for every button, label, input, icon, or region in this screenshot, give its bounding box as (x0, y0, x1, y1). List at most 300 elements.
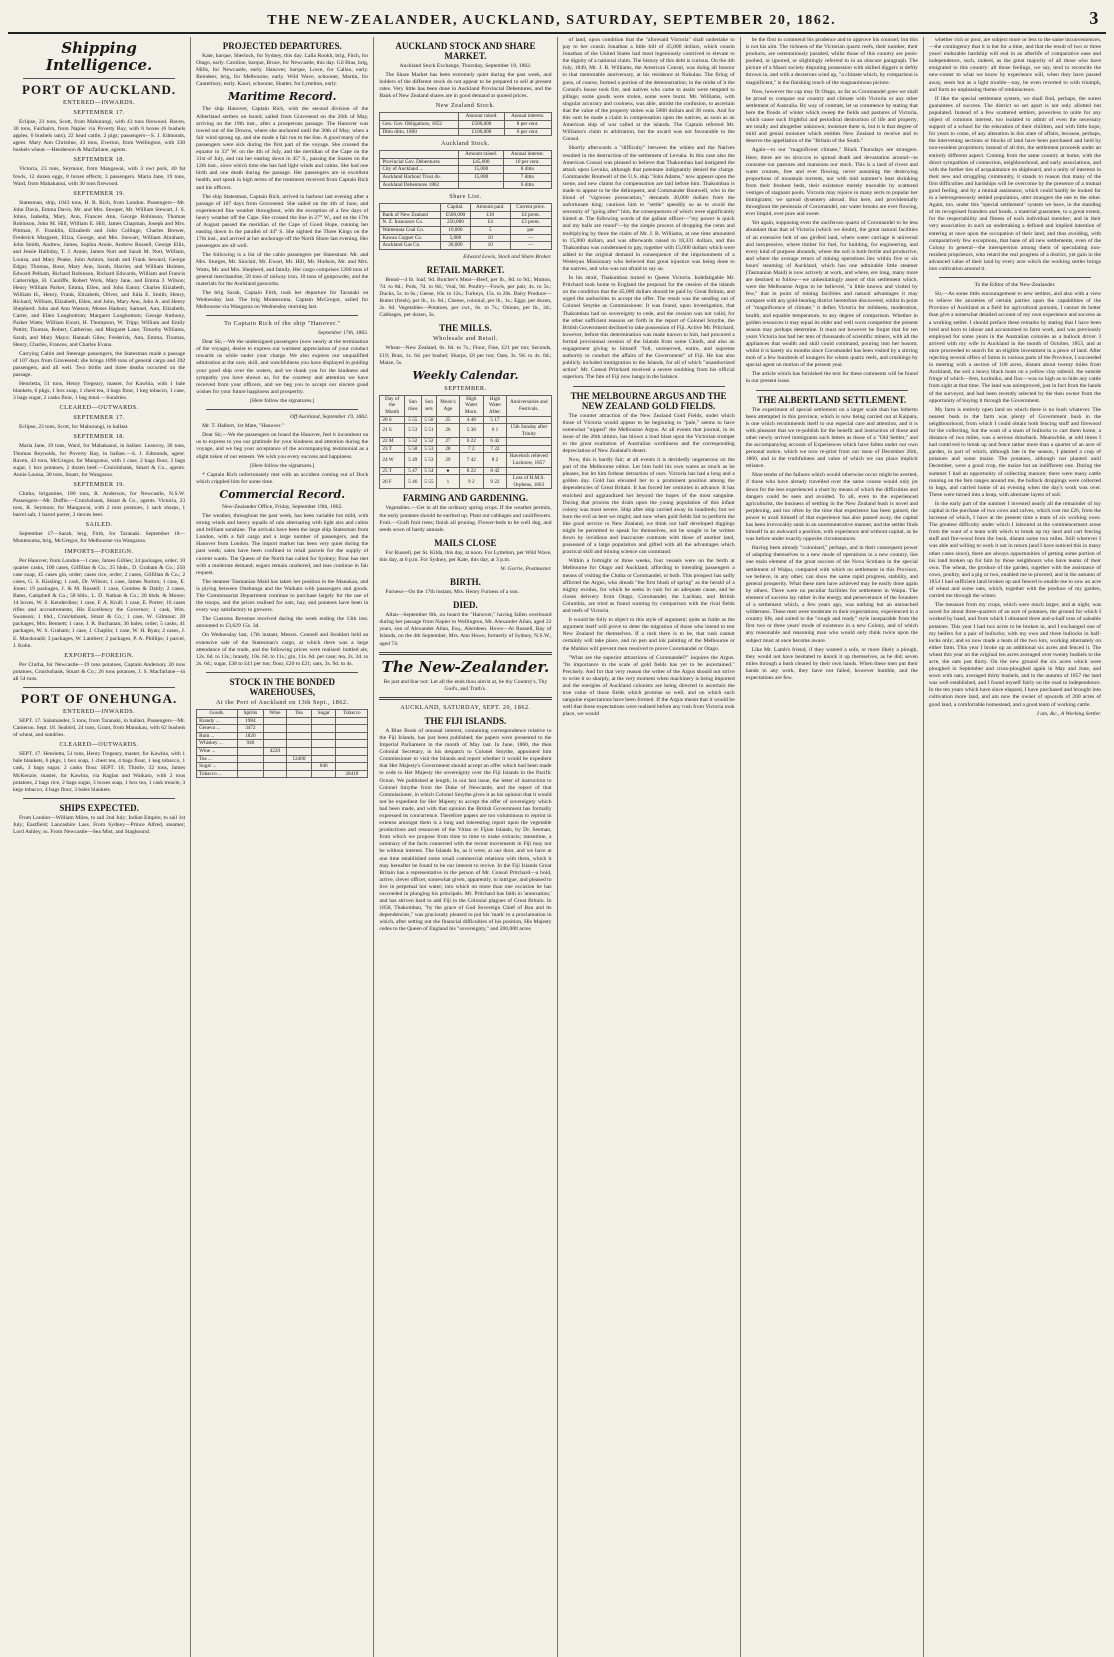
stock-market-heading: AUCKLAND STOCK AND SHARE MARKET. (395, 41, 536, 61)
table-header-cell (380, 151, 458, 159)
table-cell: 5 54 (421, 467, 436, 475)
letter-heading: To Captain Rich of the ship "Hanover." (224, 320, 341, 328)
table-row (197, 732, 368, 740)
table-cell: 5,000 (441, 234, 470, 242)
table-cell (312, 717, 336, 725)
paragraph: The Share Market has been extremely quiet during the past week, and holders of the different stock do not appear to be prepared to sell at present rates. Very little has been done in Auckland Provincial Debentures, and the Bank of New Zealand shares are in good demand at quoted prices. (379, 72, 552, 100)
table-cell: Gen. Gov. Obligations, 1852 (380, 121, 459, 129)
table-cell (264, 732, 287, 740)
table-cell: 1820 (237, 732, 263, 740)
rule (206, 672, 358, 673)
table-body (380, 416, 551, 489)
table-cell (312, 770, 336, 778)
table-cell: 8 per cent. (504, 121, 551, 129)
table-cell: Brandy ... (197, 717, 238, 725)
table-header-cell (380, 113, 459, 121)
column-2 (191, 37, 374, 1657)
column-1 (8, 37, 191, 1657)
table-cell (507, 416, 551, 424)
table-cell: Waitemata Coal Co. (380, 227, 441, 235)
paragraph: The article which has furnished the text for these comments will be found in our present issue. (745, 371, 918, 385)
rule (756, 390, 908, 391)
table-cell: 8 22 (459, 467, 483, 475)
table-header-cell: Annual interest. (504, 151, 551, 159)
paragraph: Furness—On the 17th instant, Mrs. Henry Furness of a son. (385, 589, 519, 596)
table-header-cell: Tobacco (336, 709, 368, 717)
table-cell: 3472 (237, 725, 263, 733)
paragraph: Eclipse, 23 tons, Scott, from Mahurangi, with 43 tons firewood. Raven, 30 tons, Fairbairn, from Napier via Poverty Bay, with 6 boxes (6 bushels apples, 6 bushels oats), 22 head cattle, 2 pigs; passengers—S. J. Edmonds, agent. Mary Ann Christine, 43 tons, Everton, from Wellington, with 330 bushels wheat.—Henderson & Macfarlane, agents. (13, 119, 186, 154)
mills-heading: THE MILLS. (439, 323, 492, 334)
table-cell: 6 per cent. (504, 128, 551, 136)
paragraph: If like the special settlement system, we shall find, perhaps, the surest guarantees of success. The district so set apart is not only allotted but populated. Instead of a few scattered settlers, powerless to unite for any object of common interest, too isolated to admit of even the necessary support of a school for the education of their children, and with little hope, for years to come, of any alteration in this state of affairs, because, perhaps, the intervening sections or blocks of land have been purchased and held by non-resident proprietors; instead of all this, the settlement proceeds under an entirely different aspect. Coming from the same country at home, with the direct sympathies of connection, neighbourhood, and early associations, and with the further ties of acquaintance on shipboard, and a unity of interests in their new and struggling community, it stands to reason that many of the first difficulties and hardships will be overcome by the presence of a mutual good feeling, and by a mutual assistance, which could hardly be looked for in a heterogeneously settled population, utter strangers the one to the other. Again, too, under this "special settlement" system we have, in the standing of its recognised founders and heads, a material guarantee, to a great extent, for the respectability and fitness of each individual member; and in their very association in such an undertaking a defined and implied intention of entering at once upon the occupation of their land, and thus avoiding, with comparatively few exceptions, that bane of all new settlements, even of the Colony in general—the interspersion among them of speculating non-resident proprietors, who retard the real progress of a district, yet gain in the advanced value of their land by every acre which the working settler brings into cultivation around it. (928, 95, 1102, 272)
table-cell: 9 2 (459, 475, 483, 489)
column-3 (374, 37, 557, 1657)
paragraph: Vegetables.—Get in all the ordinary spring crops. If the weather permits, the early potatoes should be earthed up. Plant out cabbages and cauliflowers. Fruit.—Graft fruit trees; finish all pruning. Flower-beds to be well dug, and seeds sown of hardy annuals. (379, 505, 552, 533)
table-cell: 250,000 (441, 219, 470, 227)
paragraph: September 17—Sarah, brig, Firth, for Taranaki. September 18—Montezuma, brig, McGregor, for Melbourne via Wangaroa. (13, 531, 186, 545)
paragraph: Wheat—New Zealand, 6s. 6d. to 7s.; Flour, Fine, £21 per ton; Seconds, £19; Bran, 1s. 6d. per bushel; Sharps, £8 per ton; Oats, 3s. 9d. to 4s. 6d.; Maize, 5s. (379, 345, 552, 366)
exports-heading: EXPORTS—FOREIGN. (64, 651, 134, 659)
paragraph: The ship Hanover, Captain Rich, with the second division of the Albertland settlers on board, sailed from Gravesend on the 26th of May, arriving on the 19th inst., after a prosperous passage. The Hanover was towed out of the Downs, where she anchored until the 30th of May, when a fair wind sprang up, and she made a fair run to the line. A good many of the passengers were sick during the first part of the voyage. She crossed the equator in 33° W. on the 4th of July, and the meridian of the Cape on the 31st of July, and ran her easting down in 45° S., passing the Snares on the 12th inst., since which time she has had light winds and calms. She had one birth and one death during the passage. Her passengers are in excellent health, and speak in high terms of the treatment received from Captain Rich and his officers. (196, 106, 369, 191)
paragraph: be the first to commend his prudence and to approve his counsel; but this is not his aim. The richness of the Victorian quartz reefs, their number, their products, are ostentatiously paraded, whilst those of this country are pooh-poohed, or ignored, or slightingly referred to in an obscure paragraph. The picture of a Maori society disputing possession with skilled diggers is deftly thrown in, and with a dexterous wind up, "a climate which, by comparison is magnificent," is the finishing touch of the magnanimous picture. (745, 37, 918, 86)
table-header-cell: Sun rises (404, 395, 421, 416)
birth-heading: BIRTH. (449, 577, 481, 588)
table-title: Share List. (449, 193, 482, 201)
table-cell: 7 2 (459, 445, 483, 453)
table-cell: £500,000 (459, 121, 504, 129)
table-cell: 5 55 (421, 475, 436, 489)
table-cell: 946 (237, 740, 263, 748)
table-cell (286, 770, 311, 778)
table-cell: 8 2 (483, 453, 506, 467)
table-header-cell: Wine (264, 709, 287, 717)
table-cell: N. Z. Insurance Co. (380, 219, 441, 227)
paragraph: Kate, barque, Sherlock, for Sydney, this day. Lalla Rookh, brig, Fitch, for Otago, early. Caroline, barque, Bruce, for Newcastle, this day. Gil Blas, brig, Mills, for Newcastle, early. Hanover, barque, Lowe, for Callao, early. Reindeer, brig, for Melbourne, early. Wild Wave, schooner, Martin, for Canterbury, early. Kauri, schooner, Shatter, for Lyttelton, early. (196, 53, 369, 88)
table-row (380, 453, 551, 467)
table-cell: 28 (437, 445, 460, 453)
table-cell (507, 445, 551, 453)
table-header-cell: Anniversaries and Festivals. (507, 395, 551, 416)
table-cell (286, 763, 311, 771)
letter-signature: I am, &c., A Working Settler. (1036, 710, 1102, 717)
table-cell (336, 755, 368, 763)
table-header-cell: High Water After. (483, 395, 506, 416)
table-cell (312, 725, 336, 733)
table-cell: 26 (437, 424, 460, 438)
paragraph: Carrying Cabin and Steerage passengers, the Statesman made a passage of 107 days from Gravesend; she brings 1890 tons of general cargo and 392 passengers, and all well. Two births and three deaths occurred on the passage. (13, 350, 186, 378)
table-cell (264, 755, 287, 763)
table-cell: 30,000 (441, 242, 470, 250)
paragraph: "What are the superior attractions of Coromandel?" inquires the Argus. "Its importance in the scale of gold fields has yet to be ascertained." Precisely. And for that very reason the writer of the Argus should not strive to write it so sharply, at the very moment when machinery is being imported and the energies of Auckland colonists are being directed to ascertain the true value of those fields which promise so well, and on which such sanguine expectations have been formed. If the Argus meant that it would be well that those expectations were realised before any rush from Victoria took place, we would (562, 654, 735, 718)
table-cell (312, 740, 336, 748)
paragraph: Shortly afterwards a "difficulty" between the whites and the Natives resulted in the destruction of the settlement of Levuka. In this case also the American Consul was pleased to believe that Thakombau had instigated the attack upon Levuka, although that potentate indignantly denied the charge. Commander Boutwell of the U.S. ship "John Adams," now appears upon the scene, and new claims for compensation are laid before him. Thakombau is made to appear to be the delinquent, and Commander Boutwell, who in the blood of "vigorous prosecution," demands 30,000 dollars from the unfortunate king; cautious him to "settle" speedily so as to avoid the necessity of "going after" him, the consequences of which were significantly hinted at. The following words of the gallant officer—"my power is quick and my balls are round"—by the simple process of dropping the cents and multiplying by three the claim of Mr. J. B. Williams, at one time amounted to 15,000 dollars, and was afterwards raised to 18,331 dollars, and this Thakombau was condemned to pay, together with 15,000 dollars which were added to the original demand in consequence of the imprisonment of a Wesleyan Missionary who believed that great injustice was being done to the natives, and who was not afraid to say so. (562, 145, 735, 272)
columns (8, 37, 1106, 1657)
table-cell: £500,000 (441, 211, 470, 219)
table-cell: 12460 (286, 755, 311, 763)
rule (23, 687, 175, 688)
paragraph: On Wednesday last, 17th instant, Messrs. Connell and Stoddart held an extensive sale of the Statesman's cargo, at which there was a large attendance of the trade, and the following prices were realised: bottled ale, 12s. 6d. to 13s.; brandy, 10s. 6d. to 11s.; gin, 11s. 6d. per case; tea, 2s. 2d. to 2s. 6d.; sugar, £38 to £41 per ton; flour, £20 to £21; oats, 3s. 9d. to 4s. (196, 632, 369, 667)
letter-date: September 17th, 1862. (318, 330, 369, 337)
paragraph: The Customs Revenue received during the week ending the 13th inst. amounted to £3,629 15s. 3d. (196, 616, 369, 630)
table-cell: — (510, 234, 551, 242)
paragraph: Statesman, ship, 1043 tons, H. R. Rich, from London. Passengers—Mr. John Davis, Emma Davis, Mr. and Mrs. Stooper, Mr. William Stewart, J. S. Johns, Isabella, Mary, Ann, Frances Ann, George Robinson, Thomas Robinson, John M. Hill, William E. Hill, James Chapman, Joseph and Mrs. Pittman, F. Franklin, Elizabeth and John Collinge, Charles Brewer, Frederick Margaret, Eliza, George, and Mrs. Stewart, William Abraham, John Smith, Andrew, James, Sophia Annie, Andrew Russell, George Ellis, and Jessie Halliday, T. J. Annie, James Nott and Sarah M. Nott, William, Louisa, and Mary Peake, John Ashton, Sarah and Frank Seward, George Edgar, Thomas, Rose, Mary Ann, Sarah, Harriet, and William Holmes, Edward Pelham, Richard Robinson, Richard Edwards, William and Francis Catterridge, H. Cunliffe, Robert Work, Mary Jane, and Emma J. Wilson; Henry William Parker, Emma, Ellen, and John Eaton; Charles Elizabeth, William H., Henry, Frank, Elizabeth, Oliver, and Julia E. Smith; Henry, Richard, William, Elizabeth, Ellen, and John, Mary Ann, John A. and Henry Shepherd; John and Ann Watson; Moses Hadson; Samuel, Ann, Elizabeth, Carter, and Ellen Longbottom; Margaret Longbottom; George Anthony, Parker Watts; William Ewart, H. Thompson, W. Tripp; William and Emily Pettitt; Thomas, Robert, Catherine, and Margaret Lane; Timothy Williams, Sarah, and Mary Mayo; Hannah Giles; Frederick, Ann, Emma, Thomas, Henry, Charles, Frances, and Charles Evans. (13, 199, 186, 348)
table-row (380, 128, 551, 136)
table-cell: £4 (470, 219, 510, 227)
table-cell: Tea ... (197, 755, 238, 763)
paragraph: For Russell, per St. Kilda, this day, at noon. For Lyttelton, per Wild Wave, this day, at 6 p.m. For Sydney, per Kate, this day, at 3 p.m. (379, 549, 552, 563)
paragraph: Maria Jane, 19 tons, Ward, for Mahakanui, in ballast. Leanvoy, 30 tons, Thomas Reynolds, for Poverty Bay, in ballast.—S. J. Edmonds, agent. Raven, 43 tons, McGregor, for Mangonui, with 1 case, 2 bags flour, 3 bags sugar, 1 box potatoes, 2 dozen beef.—Cruickshank, Smart & Co., agents. Annie Louisa, 30 tons, Stuart, for Wangaroa. (13, 443, 186, 478)
paragraph: Nine tenths of the failures which would otherwise occur might be averted, if those who have already travelled over the same course would only jot down for the less experienced a chart by means of which the difficulties and dangers could be seen and avoided. To all, even to the experienced agriculturist, the business of settling in the New Zealand bush is novel and perplexing, and too often by the time that experience has been gained, the power to avail himself of that experience has also passed away, the capital has been irrevocably sunk in an unremunerative manner, and the settler finds himself in an awkward a position, with experience and without capital, as he was before under exactly opposite circumstances. (745, 472, 918, 543)
date-heading: SEPTEMBER 18. (73, 156, 125, 164)
table-header-row (380, 151, 551, 159)
table-cell: £45,000 (458, 158, 504, 166)
table-header-cell: Spirits (237, 709, 263, 717)
table-cell: 5 (470, 227, 510, 235)
table-cell (336, 747, 368, 755)
table-cell: 5 52 (421, 438, 436, 446)
projected-departures-heading: PROJECTED DEPARTURES. (222, 41, 342, 51)
table-cell: Auckland Harbour Trust do. (380, 174, 458, 182)
section-shipping-intelligence: Shipping Intelligence. (45, 39, 153, 74)
table-row (380, 121, 551, 129)
column-4 (558, 37, 741, 1657)
table-cell (286, 725, 311, 733)
table-cell: 5 50 (421, 416, 436, 424)
table-header-row (380, 113, 551, 121)
letter-addressee: Mr. T. Halbert, 1st Mate, "Hanover." (202, 423, 284, 430)
signatures-note: [Here follow the signatures.] (250, 462, 315, 469)
table-title: New Zealand Stock. (435, 102, 496, 110)
paragraph: The counter attraction of the New Zealand Gold Fields, under which those of Victoria would appear to be beginning to "pale," seems to have somewhat "nipped" the Melbourne Argus. At all events that journal, in its issue of the 26th ultimo, has blown a loud blast upon the Victorian trumpet to the great exaltation of Australian worthiness and the corresponding depreciation of New Zealand's desert. (562, 412, 735, 454)
table-cell: 7 42 (459, 453, 483, 467)
table-cell (312, 732, 336, 740)
letter-date: Off Auckland, September 19, 1862. (289, 414, 369, 421)
table-cell: Ditto ditto, 1860 (380, 128, 459, 136)
table-row (380, 416, 551, 424)
broker-signature: Edward Lewis, Stock and Share Broker. (463, 253, 552, 260)
table-row (380, 219, 551, 227)
paragraph: Henrietta, 51 tons, Henry Tregeary, master, for Kawhia, with 1 bale blankets, 6 pkgs, 1 box soap, 1 chest tea, 4 bags flour, 1 keg tobacco, 1 case, 3 bags sugar, 2 casks flour, 1 bag meal.—Sundries. (13, 381, 186, 402)
table-header-row (380, 395, 551, 416)
port-of-auckland-heading: PORT OF AUCKLAND. (22, 82, 177, 97)
table-body (197, 717, 368, 778)
weekly-calendar-heading: Weekly Calendar. (412, 368, 519, 382)
port-of-onehunga-heading: PORT OF ONEHUNGA. (20, 691, 178, 706)
table-cell: 20 S (380, 416, 405, 424)
table-cell: 5 55 (404, 416, 421, 424)
table-cell: £100,000 (459, 128, 504, 136)
table-cell (237, 763, 263, 771)
rule (573, 386, 725, 387)
table-header-row (380, 204, 551, 212)
double-rule (379, 697, 551, 700)
table-cell: 5 47 (404, 467, 421, 475)
paragraph: Sir,—As some little encouragement to new settlers, and also with a view to relieve the anxieties of certain parties upon the capabilities of the Province of Auckland as a field for agricultural pursuits, I cannot do better than give a somewhat detailed account of my own experience and success as a working settler. I should preface these remarks by stating that I have been bred and born to labour and accustomed to farm work, and was previously employed for some years in the Australian colonies as a bullock driver. I arrived with my wife in Auckland in the month of October, 1853, and at once proceeded to search for an eligible investment in a piece of land. After rejecting several offers of farms in various parts of the Province, I succeeded in meeting with a section of 100 acres, distant about twenty miles from Auckland, the soil a heavy black loam on a yellow clay subsoil, the outside fringe of which—fern, korimiko, and flax—was so high as to hide any cattle from sight at that time. The land was unimproved, just in fact from the hands of the surveyor, and had been recently selected by the then owner from the opportunity of buying it through the Government. (928, 291, 1102, 404)
cleared-outwards-heading: CLEARED—OUTWARDS. (59, 741, 139, 749)
masthead-title: THE NEW-ZEALANDER, AUCKLAND, SATURDAY, SEPTEMBER 20, 1862. (267, 13, 837, 28)
table-cell (286, 747, 311, 755)
double-rule (379, 652, 551, 655)
table-cell: Loss of H.M.S. Orpheus, 1863 (507, 475, 551, 489)
table-cell: 4220 (264, 747, 287, 755)
rule (939, 277, 1091, 278)
table-row (380, 242, 551, 250)
table-row (380, 174, 551, 182)
paragraph: From London—William Miles, to sail 2nd July; Indian Empire, to sail 1st July; Eastfield; Lancashire Lass. From Sydney—Prince Alfred, steamer; Lord Ashley, ss. From Newcastle—Sea Mist, and Staghound. (13, 814, 186, 836)
table-cell: 7 22 (483, 445, 506, 453)
table-header-cell: Amount raised. (458, 151, 504, 159)
paragraph: Now, however the cap may fit Otago, as far as Coromandel goes we shall be proud to compare our country and climate with Victoria or any other settlement of Australia. By way of contrast, let us commence by stating that here the floods of winter which sweep the fields and pastures of Victoria, which cause such frightful and periodical destruction of life and property, are totally and altogether unknown; moisture there is, but it is that degree of mild and genial moisture which entitles New Zealand to receive and to deserve the appellation of the "Britain of the South." (745, 88, 918, 145)
maritime-record-heading: Maritime Record. (228, 90, 337, 104)
table-row (380, 211, 551, 219)
table-cell: 5 53 (421, 445, 436, 453)
table-row (380, 467, 551, 475)
table-cell (336, 732, 368, 740)
table-row (197, 755, 368, 763)
paragraph: Eclipse, 23 tons, Scott, for Mahurangi, in ballast. (19, 424, 129, 431)
paragraph: The measure from my crops, which were much larger, and at night, was saved for about three-quarters of an acre of potatoes, the ground for which I worked by hand, and from which I obtained three and-a-half tons of saleable potatoes. This year I had two acres to be broken in, and I exchanged one of my heifers for a pair of bullocks; with my own and three bullocks in half-locks only; and so now made a team of the two lots, working alternately on either farm. This year I broke up an additional six acres and fenced it. The wheat this year on the original ten acres averaged over twenty bushels to the acre, the oats just thirty. On the new ground the six acres which were ploughed in September and cross-ploughed again in May and June, and sown with oats, averaged thirty bushels, and in the autumn of 1857 the land was well established, and I found myself fairly on the road to independence. In the ten years which have since elapsed, I have purchased and brought into cultivation more land, and am now the owner of upwards of 200 acres of good land, a comfortable homestead, and a good team of working cattle. (928, 602, 1102, 708)
retail-market-heading: RETAIL MARKET. (426, 264, 505, 275)
table-cell: 5 38 (459, 424, 483, 438)
table-row (197, 725, 368, 733)
table-cell (336, 717, 368, 725)
table-row (197, 763, 368, 771)
share-list-table (379, 203, 551, 250)
table-cell: Auckland Gas Co. (380, 242, 441, 250)
date-heading: SEPTEMBER 19. (73, 189, 125, 197)
date-heading: SEPTEMBER 17. (73, 414, 125, 422)
paragraph: of land, upon condition that the "aforesaid Victoria" shall undertake to pay to her cousin Jonathan a little bill of 45,000 dollars, which cousin Jonathan of the United States had most ingeniously contrived to elevate to the dignity of a national claim. The history of this debt is curious. On the 4th July, 1849, Mr. J. B. Williams, the American Consul, was doing all honour to that memorable anniversary, at his residence at Nukulau. The firing of guns, of course, formed a portion of the demonstration; in the midst of it the Consul's house took fire, and natives who came to assist were tempted to pillage; some goods were stolen, some were burnt. Mr. Williams, with singular accuracy and coolness, was able, amidst the confusion, to ascertain that the value of the property stolen was 5000 dollars and 38 cents. And for this sum he made a claim in compensation upon the natives, as soon as an American ship of war called at the islands. The Captain referred Mr. Williams's claim to arbitration, but the award was not favourable to the Consul. (562, 37, 735, 143)
table-cell: 5 46 (404, 475, 421, 489)
table-cell (286, 717, 311, 725)
table-cell (336, 763, 368, 771)
table-header-cell: Amount raised. (459, 113, 504, 121)
table-row (197, 770, 368, 778)
stock-table (196, 709, 368, 778)
table-body (380, 158, 551, 188)
table-cell: 10 (470, 242, 510, 250)
table-cell: 22 M (380, 438, 405, 446)
table-cell: 15,000 (458, 174, 504, 182)
melbourne-argus-heading: THE MELBOURNE ARGUS AND THE NEW ZEALAND GOLD FIELDS. (570, 390, 727, 411)
table-cell: 4 48 (459, 416, 483, 424)
paragraph: Per Hanover, from London—1 case, James Gillies; 34 packages, order; 10 quarter casks, 100 cases, Gilfillan & Co.; 25 hhds., D. Graham & Co.; 250 case soap, 45 cases gin, order; cases rice, order; 2 cases, Gilfillan & Co.; 2 cases, G. S. Kissling; 1 cask, Dr. Wilson; 1 case, James Norton; 1 case, E. Jones; 19 packages, J. & M. Russell; 1 case, Combes & Daldy; 2 cases, Bates, Campbell & Co.; 58 bbls., L. D. Nathan & Co.; 20 hhds. & Moore; 14 boxes, W. S. Kenderdine; 1 case, F. A. Krull; 1 case, E. Porter; 16 cases rifles and accoutrements, His Excellency the Governor; 1 cask, Wm. Swanson; 1 hhd., Cruickshank, Smart & Co.; 1 case, W. Gilmour; 20 packages, Mrs. Bennett; 1 case, J. R. Buchanan; 36 bales, order; 5 casks, 41 packages, W. S. Graham; 1 case, J. Chaplin; 1 case, W. H. Ryan; 2 cases, J. E. Macdonald; 3 packages, W. Lambert; 2 packages, P. A. Phillips; 1 parcel, J. Kohn. (13, 557, 186, 649)
paragraph: The brig Sarah, Captain Firth, took her departure for Taranaki on Wednesday last. The brig Montezuma, Captain McGregor, sailed for Melbourne via Wangaroa on Wednesday morning last. (196, 289, 369, 310)
albertland-heading: THE ALBERTLAND SETTLEMENT. (757, 394, 907, 405)
table-cell (237, 755, 263, 763)
table-cell: 5 49 (404, 453, 421, 467)
mills-subheading: Wholesale and Retail. (432, 335, 498, 343)
signatures-note: [Here follow the signatures.] (250, 397, 315, 404)
calendar-table (379, 395, 551, 490)
imports-heading: IMPORTS—FOREIGN. (64, 547, 134, 555)
table-row (380, 475, 551, 489)
paragraph: Yet again, supposing even the auriferous quartz of Coromandel to be less abundant than that of Victoria (which we doubt), the great natural facilities of an extensive belt of sea girdled land, where water carriage is universal and inexpensive, where timber for fuel, for building, for engineering, and every kind of purpose abounds, where the soil is both fertile and productive, and where the average return of mining operations lies within five or six hours' steaming of Auckland, which has one admirable little steamer (Tasmanian Maid) is now actively at work, and where, ere long, many more are destined to follow—we unhesitatingly assert of this settlement which, were the Melbourne Argus to be believed, "a little known and visited by few," that in point of mining facilities and natural advantages it may compare with any gold-bearing district heretofore discovered, whilst in point of "magnificence of climate," it defies Victoria for mildness, moderation, health, and equable temperature, to any degree of comparison. Whether in golden resources it may equal its elder and well worn competitor the present season may perhaps determine. It must not however be forgot that for ten years Victoria has had her tens of thousands of scientific miners, with all the appliances that wealth and skill could command, pouring into her bosom; whilst it is barely six months since Coromandel has been visited by a stirring mob of a few hundreds of loungers for whom quartz reefs, and crushings by special agent on motion of the present year. (745, 220, 918, 369)
table-cell: 6 22 (459, 438, 483, 446)
table-cell: 29 (437, 453, 460, 467)
table-cell: 1984 (237, 717, 263, 725)
paragraph: A Blue Book of unusual interest, containing correspondence relative to the Fiji Islands, has just been published; the papers were presented to the Imperial Parliament in the month of May last. In June, 1860, the then Colonial Secretary, in his despatch to Colonel Smythe, appointed him Commissioner to visit the Islands and report whether it would be expedient that Her Majesty's Government should accept an offer which had been made to cede to Her Majesty the sovereignty over the Fiji Islands in the Pacific Ocean. We published at length, in our last issue, the letter of instruction to Colonel Smythe from the Duke of Newcastle, and the report of that Commissioner, in which Colonel Smythe gives it as his opinion that it would not be expedient for Her Majesty to accept the offer of sovereignty which had been made, and with that opinion the British Government has formally expressed its concurrence. Therefore papers are too voluminous to reprint in extenso amongst them is a long and interesting report upon the vegetable productions and resources of the Vitian or Fijian Islands, by Dr. Seeman, from which we propose from time to time to make extracts; meantime, a summary of the facts connected with the recent movements in Fiji may not be without interest. The Islands lie, as it were, at our door, and we have at one time established some small commercial relations with them, which it may hereafter be found to be our interest to revive. In the Fiji Islands Great Britain has a representative in the person of Mr. Consul Pritchard—a bold, active, clever officer, somewhat given, apparently, to intrigue, and pleased to live in perpetual hot water; into which on more than one occasion he has succeeded in plunging his principals. Mr. Pritchard has faith in 'annexation,' and has striven hard to add Fiji to the Colonial plagues of Great Britain. In 1858, Thakombau, "by the grace of God Sovereign Chief of Bau and its dependencies," was graciously pleased to put his 'mark' to a proclamation in which, after setting out the financial difficulties of his position, His Majesty cedes to the Queen of England his "sovereignty," and 200,000 acres (379, 727, 552, 933)
table-cell: 10,000 (441, 227, 470, 235)
table-cell: 9 22 (483, 475, 506, 489)
table-cell: Bank of New Zealand (380, 211, 441, 219)
table-cell: 7 ditto (504, 174, 551, 182)
table-cell: 25 (437, 416, 460, 424)
entered-inwards-heading: ENTERED—INWARDS. (63, 708, 136, 715)
table-cell (336, 740, 368, 748)
table-cell (237, 747, 263, 755)
table-cell: 8 ditto (504, 166, 551, 174)
date-heading: SEPTEMBER 18. (73, 433, 125, 441)
table-header-cell: Capital. (441, 204, 470, 212)
table-cell (286, 740, 311, 748)
masthead (8, 6, 1106, 34)
paragraph: The experiment of special settlement on a larger scale than has hitherto been attempted in this province, which is now being carried out at Kaipara, is one which recommends itself to our especial care and attention, and it is with pleasure that we re-publish for the benefit and instruction of those and other newly arrived immigrants such letters as those of a "Old Settler," and the accompanying account of Experiences which have fallen under our own personal notice, which we now re-print from our issue of December 26th, 1860, and in the truthfulness and value of which we can place implicit reliance. (745, 406, 918, 470)
table-header-cell: Tea (286, 709, 311, 717)
paragraph: It would be folly to object to this style of argument; quite as futile as the argument itself will prove to deter the migration of those who intend to test New Zealand for themselves. If a rush there is to be, that rush cannot certainly will take place, and no pen and ink painting of the Melbourne or the Maldon will prevent men resolved to prove Coromandel or Otago. (562, 617, 735, 652)
paragraph: SEPT. 17. Henrietta, 51 tons, Henry Tregeary, master, for Kawhia, with 1 bale blankets, 6 pkgs, 1 box soap, 1 chest tea, 4 bags flour, 1 keg tobacco, 1 cask, 3 bags sugar, 2 casks flour. SEPT. 18. Thistle, 32 tons, James McKenzie, master, for Kawhia, via Raglan and Waikato, with 2 tons potatoes, 2 bags rice, 2 bags sugar, 3 boxes soap, 1 box tea, 1 cask treacle, 3 kegs tobacco, 4 bags flour, 3 bales blankets. (13, 751, 186, 793)
table-cell: £10 (470, 211, 510, 219)
paragraph: Now, this is hardly fair; at all events it is decidedly ungenerous on the part of the Melbourne editor. Let him hold his own wares as much as he pleases, but let him forbear detraction of ours. Victoria has had a long and a golden day. Gold has elevated her to a prominent position among the dependencies of Great Britain. It has forced her centuries in advance. It has enriched and aggrandized her beyond the hopes of the most sanguine. During that process the drain upon the young population of this infant colony was most severe. Ship after ship carried away its hundreds; but we bore the evil as best we might; and now when gold fields fair to perform the like good service to New Zealand, we think our half developed diggings might be permitted to speak for themselves, not be sought to be written down by invidious and inaccurate contrasts with those of another land, possessed of a large population and gifted with all the advantages which practical skill and mining science can command. (562, 457, 735, 556)
stock-heading: STOCK IN THE BONDED WAREHOUSES, (229, 676, 335, 697)
table-cell: 6 42 (483, 438, 506, 446)
table-cell: £3 prem. (510, 219, 551, 227)
stock-market-date: Auckland Stock Exchange, Thursday, September 18, 1862. (399, 63, 532, 69)
paper-motto: Be just and fear not: Let all the ends thou aim'st at, be thy Country's, Thy God's, and Truth's. (383, 678, 548, 692)
table-cell (336, 725, 368, 733)
paragraph: In the early part of the summer I invested nearly all the remainder of my capital in the purchase of two cows and calves, which cost me £26, from the increase of which, I have at the present time a team of six working oxen. The greatest difficulty under which I laboured at the commencement arose from the want of a team with which to break up my land and cart fencing stuff and fire-wood from the bush, distant some two miles. Still wherever I was able and willing to work it out in return (and I have noticed this in many other cases since), there are always opportunities of getting some portion of his land broken up for him by those neighbours who have teams of their own. The wheat, the produce of the garden, together with the assistance of cows, poultry, and a pig or two, enabled me to proceed, and in the autumn of 1854 I had sufficient land broken up and fenced to enable me to sow an acre of wheat and some oats, which, together with the produce of my garden, carried me through the winter. (928, 500, 1102, 600)
farming-heading: FARMING AND GARDENING. (402, 493, 528, 504)
table-cell: Tobacco ... (197, 770, 238, 778)
table-header-cell: Sugar (312, 709, 336, 717)
table-header-cell: Annual interest. (504, 113, 551, 121)
table-row (380, 445, 551, 453)
table-cell: par (510, 227, 551, 235)
footnote: * Captain Rich unfortunately met with an accident coming out of Dock which crippled him for some time. (196, 471, 369, 485)
table-row (380, 166, 551, 174)
column-5 (741, 37, 924, 1657)
page-number: 3 (1089, 8, 1100, 28)
table-cell: 26 F (380, 475, 405, 489)
table-header-cell: Goods. (197, 709, 238, 717)
paragraph: Allan—September 8th, on board the "Hanover," having fallen overboard during her passage from Napier to Wellington, Mr. Alexander Allan, aged 22 years, son of Alexander Allan, Esq., Aberdeen. Howe—At Russell, Bay of Islands, on the 4th September, Mrs. Ann Howe, formerly of Sydney, N.S.W., aged 74. (379, 612, 552, 647)
table-row (197, 740, 368, 748)
table-cell: 1 (437, 475, 460, 489)
table-cell: Provincial Gov. Debentures (380, 158, 458, 166)
table-row (380, 438, 551, 446)
table-cell: — (510, 242, 551, 250)
table-cell: 15,000 (458, 166, 504, 174)
table-header-cell (380, 204, 441, 212)
paragraph: Like Mr. Lamb's friend, if they wanted a sofa, or more likely a plough, they would not have hesitated to knock it up themselves, as he did; seven miles through a bush cleared by their own hands. When these men put their hands to any work, they have not failed, however humble, and the expectations are few. (745, 646, 918, 681)
paragraph: Per Clutha, for Newcastle—19 tons potatoes, Captain Anderson; 20 tons potatoes, Cruickshank, Smart & Co.; 26 tons potatoes, J. S. Macfarlane—in all 54 tons. (13, 661, 186, 682)
paragraph: The weather, throughout the past week, has been variable but mild, with strong winds and heavy squalls of rain alternating with light airs and calms and brilliant sunshine. The arrivals have been the large ship Statesman from London, with a full cargo and a large number of passengers, and the Hanover from London. The import market has been very quiet during the past week; sales have been confined to retail parcels for the supply of current wants. The Queen of the North has called for Sydney; flour has met with a moderate demand; sugars remain unaltered, and teas continue in fair request. (196, 512, 369, 576)
paragraph: Dear Sir,—We the undersigned passengers (now nearly at the termination of the voyage), desire to express our warmest appreciation of your conduct towards us while under your charge. We also express our unqualified admiration at the care, skill, and watchfulness you have displayed in guiding your good ship over the waters, and we thank you for the kindness and sympathy you have shown us, for the courtesy and attention we have received from your officers, and we beg you to accept our sincere good wishes for your future happiness and prosperity. (196, 339, 369, 395)
commercial-date: New-Zealander Office, Friday, September 19th, 1862. (221, 503, 343, 510)
paragraph: Victoria, 23 tons, Seymour, from Mangawai, with 3 owt pork, 40 fat fowls, 12 dozen eggs, 8 boxes effects; 3 passengers. Maria Jane, 19 tons, Ward, from Mahakanui, with 30 tons firewood. (13, 166, 186, 187)
table-cell (507, 438, 551, 446)
letter-addressee: To the Editor of the New-Zealander. (974, 282, 1056, 289)
table-cell (286, 732, 311, 740)
table-row (197, 747, 368, 755)
table-row (380, 424, 551, 438)
ships-expected-heading: SHIPS EXPECTED. (59, 802, 139, 813)
table-cell: 28410 (336, 770, 368, 778)
table-cell: Wine ... (197, 747, 238, 755)
paragraph: Dear Sir,—We the passengers on board the Hanover, feel it incumbent on us to express to you our gratitude for your kindness and attention during the voyage, and we beg your acceptance of the accompanying testimonial as a slight token of our esteem. We wish you every success and happiness. (196, 432, 369, 460)
paragraph: The ship Statesman, Captain Rich, arrived in harbour last evening after a passage of 107 days from Gravesend. She sailed on the 4th of June, and experienced fine weather throughout, with the exception of a few days of heavy weather off the Cape. She crossed the line in 27° W., and on the 17th of August passed the meridian of the Cape of Good Hope, running her easting down in the parallel of 44° S. She sighted the Three Kings on the 17th inst., and arrived at her anchorage off the North Shore last evening. Her passengers are all well. (196, 193, 369, 250)
table-header-cell: Moon's Age (437, 395, 460, 416)
table-body (380, 211, 551, 249)
table-row (380, 181, 551, 189)
cleared-outwards-heading: CLEARED—OUTWARDS. (59, 404, 139, 412)
paragraph: Within a fortnight or three weeks, four vessels were on the berth at Melbourne for Otago and Auckland, affording to intending passengers a means of visiting the Clutha or Coromandel, or both. This prospect has sadly afflicted the Argus, who dreads "the first blush of spring" as the herald of a mighty exodus, for which he seeks in vain for an adequate cause, and he closes delivery from Otago, Coromandel, the Lachlan, and British Columbia, are tried as found wanting by comparison with the rival fields and reefs of Victoria. (562, 558, 735, 615)
rule (206, 409, 358, 410)
died-heading: DIED. (453, 600, 478, 611)
table-cell: 27 (437, 438, 460, 446)
sailed-heading: SAILED. (85, 521, 113, 529)
table-cell (507, 467, 551, 475)
table-cell: 15th Sunday after Trinity (507, 424, 551, 438)
date-heading: SEPTEMBER 19. (73, 480, 125, 488)
calendar-month: SEPTEMBER. (444, 384, 487, 392)
table-header-cell: Current price. (510, 204, 551, 212)
nz-stock-table (379, 112, 551, 136)
table-header-row (197, 709, 368, 717)
table-cell: 10 per cent. (504, 158, 551, 166)
table-cell (264, 740, 287, 748)
table-header-cell: Day of the Month (380, 395, 405, 416)
table-cell (237, 770, 263, 778)
table-cell (312, 755, 336, 763)
table-cell: 846 (312, 763, 336, 771)
table-cell: ● (437, 467, 460, 475)
leader-date: AUCKLAND, SATURDAY, SEPT. 20, 1862. (400, 703, 531, 711)
table-cell: 8 42 (483, 467, 506, 475)
paragraph: Having been already "colonised," perhaps, and in their consequent power of adapting themselves to a new mode of operations in a new country, lies one main element of the great success of the Nova Scotians in the special settlement of Waipu, compared with which no settlement in this Province, we believe, in any other, can show the same rapid progress, stability, and general prosperity. What these men have achieved may be easily done again by others. There were no peculiar facilities for settlement in Waipu. The element of success lay rather in the energy and perseverance of the founders of a settlement which, a few years ago, was nothing but an untouched wilderness. These men were moderate in their expectations, experienced in a country life, and suited to the "rough and ready" style inseparable from the first two or three years' mode of existence in a new Colony, and of which any reasonable and reasoning man who would only think twice upon the subject must at once become aware. (745, 545, 918, 644)
table-cell (264, 717, 287, 725)
paragraph: Again—to our "magnificent climate," Black Thursdays are strangers. Here, there are no siroccos to spread death and devastation around—to consume our pastures and mansions our stock. This is a land of rivers and water courses, free and ever flowing, never assuming the destroying proportions of mountain torrents, nor with mid summer's heat shrinking from their freshest beds, their existence merely traceable by scattered vestiges of stagnant pools. Victoria may rejoice in many sects to popular her immigrants; we spread dysentery abroad. But here, and providentially throughout the peninsula of Coromandel, our water brooks are ever flowing, ever limpid, ever pure and sweet. (745, 147, 918, 218)
table-cell (458, 181, 504, 189)
table-cell: Whiskey ... (197, 740, 238, 748)
paragraph: Bread—4 lb. loaf, 9d. Butcher's Meat—Beef, per lb., 8d. to 9d.; Mutton, 7d. to 8d.; Pork, 7d. to 8d.; Veal, 9d. Poultry—Fowls, per pair, 4s. to 5s.; Ducks, 5s. to 6s.; Geese, 10s. to 12s.; Turkeys, 15s. to 20s. Dairy Produce—Butter (fresh), per lb., 1s. 6d.; Cheese, colonial, per lb., 1s.; Eggs, per dozen, 2s. 6d. Vegetables—Potatoes, per cwt., 6s. to 7s.; Onions, per lb., 3d.; Cabbages, per dozen, 3s. (379, 276, 552, 319)
rule (23, 78, 175, 79)
table-cell (264, 770, 287, 778)
table-cell: £4 prem. (510, 211, 551, 219)
table-row (380, 158, 551, 166)
table-cell (264, 725, 287, 733)
table-cell: 6 ditto (504, 181, 551, 189)
table-cell: City of Auckland ... (380, 166, 458, 174)
table-cell (312, 747, 336, 755)
table-cell: Rum ... (197, 732, 238, 740)
table-cell: Auckland Debentures 1862 (380, 181, 458, 189)
table-cell: Kawau Copper Co. (380, 234, 441, 242)
paragraph: My farm is entirely open land on which there is no bush whatever. The nearest bush to the farm was plenty of Government bush in the neighbourhood, from which I could obtain both fencing stuff and firewood for the collecting, but the want of a team of bullocks to cart them home, a distance of two miles, was a serious drawback. Meanwhile, at odd times I had contrived to break up and fence rather more than a quarter of an acre of garden, in part of which, although late in the season, I planted a crop of potatoes and some maize. The potatoes, although not planted until December, were a good crop, the maize but an indifferent one. During the summer I had an opportunity of collecting manure; there were many cattle running on the fern ranges around me, the bullock droppings were collected in bags, and carried home of an evening when the day's work was over. These were turned into a heap, with alternate layers of soil. (928, 406, 1102, 498)
table-row (197, 717, 368, 725)
commercial-record-heading: Commercial Record. (219, 487, 346, 501)
table-cell: Sugar ... (197, 763, 238, 771)
date-heading: SEPTEMBER 17. (73, 109, 125, 116)
column-6 (924, 37, 1106, 1657)
table-cell: 5 53 (421, 453, 436, 467)
table-body (380, 121, 551, 136)
rule (23, 798, 175, 799)
table-cell: 6 1 (483, 424, 506, 438)
table-cell: 23 T (380, 445, 405, 453)
table-cell: Geneva ... (197, 725, 238, 733)
postmaster-signature: W. Gorrie, Postmaster. (500, 566, 552, 572)
